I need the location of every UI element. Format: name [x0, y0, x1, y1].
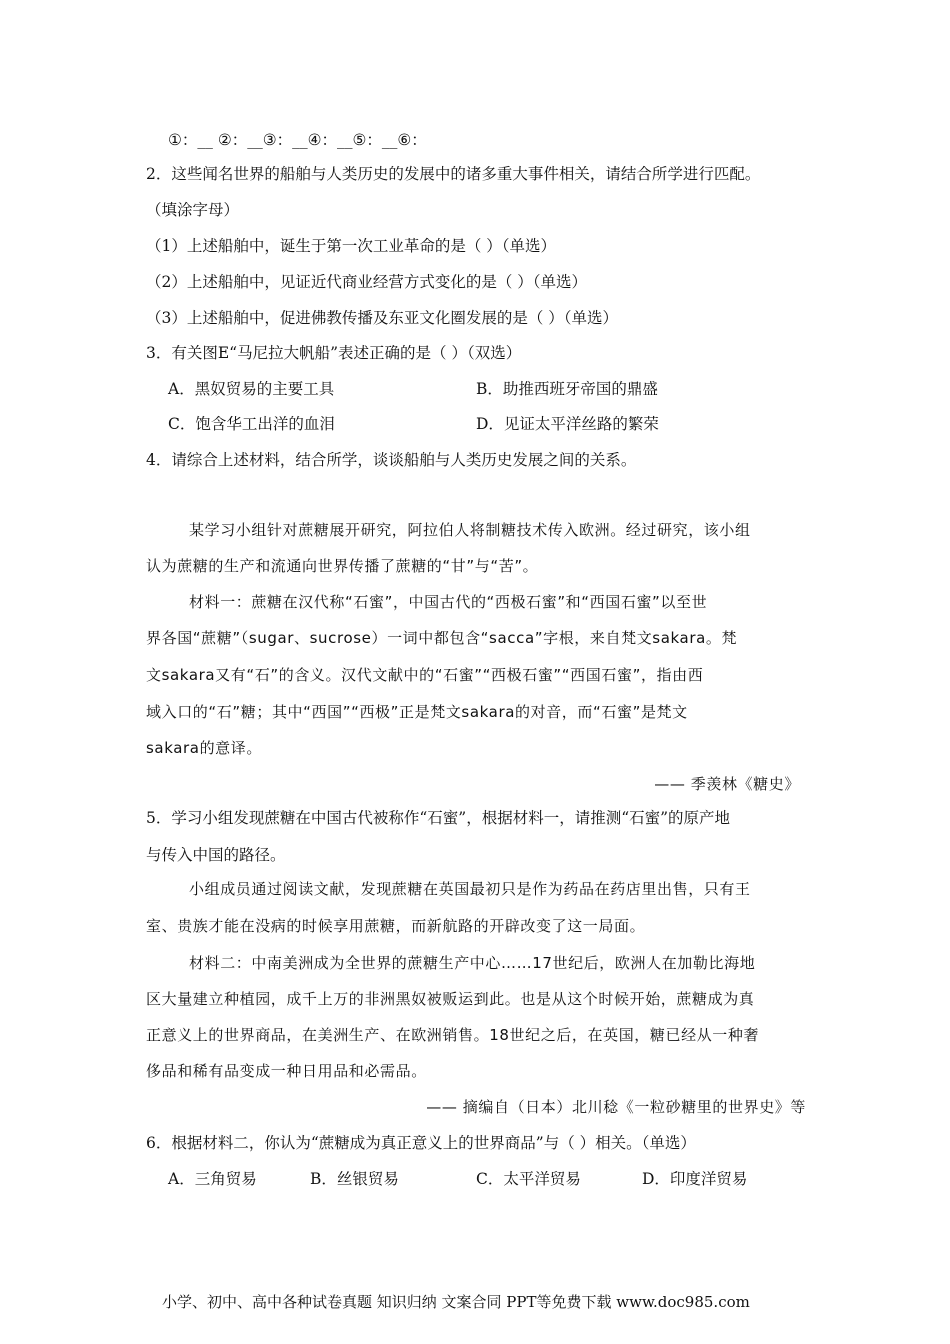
- passage-2-line: 小组成员通过阅读文献，发现蔗糖在英国最初只是作为药品在药店里出售，只有王: [189, 880, 751, 898]
- passage-2-line: 室、贵族才能在没病的时候享用蔗糖，而新航路的开辟改变了这一局面。: [146, 917, 646, 935]
- question-3-stem: 3．有关图E“马尼拉大帆船”表述正确的是（ ）（双选）: [146, 344, 522, 362]
- question-3-option-c: C．饱含华工出洋的血泪: [168, 415, 335, 433]
- passage-2-line: 区大量建立种植园，成千上万的非洲黑奴被贩运到此。也是从这个时候开始，蔗糖成为真: [146, 990, 755, 1008]
- question-5-stem-line: 5．学习小组发现蔗糖在中国古代被称作“石蜜”，根据材料一，请推测“石蜜”的原产地: [146, 809, 731, 827]
- question-3-option-a: A．黑奴贸易的主要工具: [168, 380, 335, 398]
- passage-1-line: 界各国“蔗糖”（sugar、sucrose）一词中都包含“sacca”字根，来自梵文sakara。梵: [146, 629, 738, 647]
- answer-blanks-line: ①：__ ②：__③：__④：__⑤：__⑥：: [168, 131, 427, 149]
- question-2-sub-3: （3）上述船舶中，促进佛教传播及东亚文化圈发展的是（ ）（单选）: [146, 309, 619, 327]
- question-2-sub-2: （2）上述船舶中，见证近代商业经营方式变化的是（ ）（单选）: [146, 273, 588, 291]
- question-6-option-a: A．三角贸易: [168, 1170, 257, 1188]
- question-6-stem: 6．根据材料二，你认为“蔗糖成为真正意义上的世界商品”与（ ）相关。（单选）: [146, 1134, 696, 1152]
- question-3-option-b: B．助推西班牙帝国的鼎盛: [476, 380, 658, 398]
- question-3-option-d: D．见证太平洋丝路的繁荣: [476, 415, 659, 433]
- passage-1-line: 文sakara又有“石”的含义。汉代文献中的“石蜜”“西极石蜜”“西国石蜜”，指由西: [146, 666, 704, 684]
- question-6-option-c: C．太平洋贸易: [476, 1170, 581, 1188]
- passage-1-line: sakara的意译。: [146, 739, 262, 757]
- passage-1-source: —— 季羡林《糖史》: [654, 775, 800, 793]
- passage-2-line: 正意义上的世界商品，在美洲生产、在欧洲销售。18世纪之后，在英国，糖已经从一种奢: [146, 1026, 760, 1044]
- question-4-stem: 4．请综合上述材料，结合所学，谈谈船舶与人类历史发展之间的关系。: [146, 451, 637, 469]
- passage-2-source: —— 摘编自（日本）北川稔《一粒砂糖里的世界史》等: [426, 1098, 806, 1116]
- question-6-option-d: D．印度洋贸易: [642, 1170, 748, 1188]
- question-2-note: （填涂字母）: [146, 201, 240, 219]
- passage-1-line: 材料一：蔗糖在汉代称“石蜜”，中国古代的“西极石蜜”和“西国石蜜”以至世: [189, 593, 708, 611]
- passage-1-line: 认为蔗糖的生产和流通向世界传播了蔗糖的“甘”与“苦”。: [146, 557, 539, 575]
- passage-1-line: 某学习小组针对蔗糖展开研究，阿拉伯人将制糖技术传入欧洲。经过研究，该小组: [189, 521, 751, 539]
- page-footer: 小学、初中、高中各种试卷真题 知识归纳 文案合同 PPT等免费下载 www.doc985.com: [162, 1293, 750, 1311]
- question-6-option-b: B．丝银贸易: [310, 1170, 399, 1188]
- question-2-stem: 2．这些闻名世界的船舶与人类历史的发展中的诸多重大事件相关，请结合所学进行匹配。: [146, 165, 761, 183]
- passage-1-line: 域入口的“石”糖；其中“西国”“西极”正是梵文sakara的对音，而“石蜜”是梵文: [146, 703, 688, 721]
- question-5-stem-line: 与传入中国的路径。: [146, 846, 286, 864]
- passage-2-line: 侈品和稀有品变成一种日用品和必需品。: [146, 1062, 427, 1080]
- passage-2-line: 材料二：中南美洲成为全世界的蔗糖生产中心……17世纪后，欧洲人在加勒比海地: [189, 954, 756, 972]
- question-2-sub-1: （1）上述船舶中，诞生于第一次工业革命的是（ ）（单选）: [146, 237, 557, 255]
